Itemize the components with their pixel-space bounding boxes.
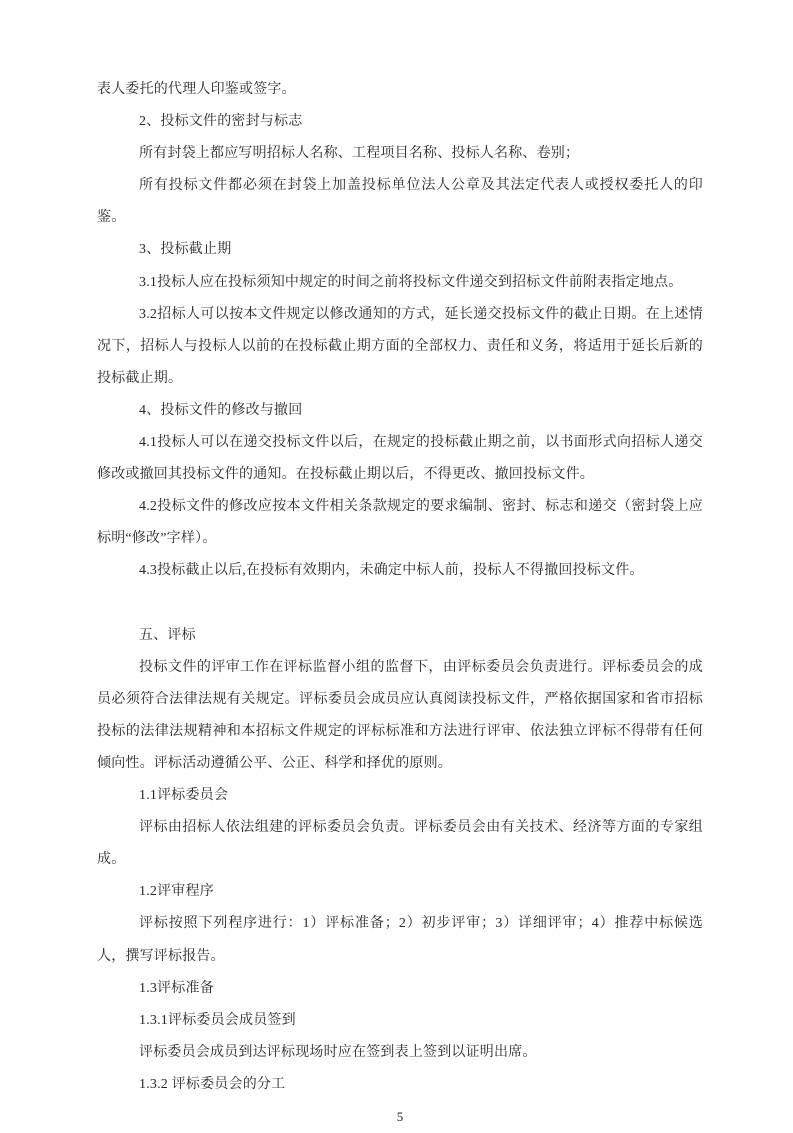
paragraph-body-continuation: 表人委托的代理人印鉴或签字。 bbox=[97, 82, 296, 97]
paragraph-body: 所有投标文件都必须在封袋上加盖投标单位法人公章及其法定代表人或授权委托人的印鉴。 bbox=[97, 178, 703, 226]
paragraph-body: 评标按照下列程序进行：1）评标准备；2）初步评审；3）详细评审；4）推荐中标候选人，撰写评标报告。 bbox=[97, 916, 703, 964]
paragraph-body: 3.2招标人可以按本文件规定以修改通知的方式，延长递交投标文件的截止日期。在上述情况下，招标人与投标人以前的在投标截止期方面的全部权力、责任和义务，将适用于延长后新的投标截止期。 bbox=[97, 306, 703, 386]
paragraph-body: 投标文件的评审工作在评标监督小组的监督下，由评标委员会负责进行。评标委员会的成员必须符合法律法规有关规定。评标委员会成员应认真阅读投标文件，严格依据国家和省市招标投标的法律法规精神和本招标文件规定的评标标准和方法进行评审、依法独立评标不得带有任何倾向性。评标活动遵循公平、公正、科学和择优的原则。 bbox=[97, 659, 703, 771]
paragraph-body: 3.1投标人应在投标须知中规定的时间之前将投标文件递交到招标文件前附表指定地点。 bbox=[139, 274, 683, 290]
paragraph-clause-heading: 1.3评标准备 bbox=[139, 980, 214, 996]
page-number: 5 bbox=[396, 1109, 404, 1124]
paragraph-body: 4.2投标文件的修改应按本文件相关条款规定的要求编制、密封、标志和递交（密封袋上应标明“修改”字样）。 bbox=[97, 499, 703, 547]
paragraph-body: 评标由招标人依法组建的评标委员会负责。评标委员会由有关技术、经济等方面的专家组成。 bbox=[97, 820, 703, 868]
paragraph-clause-heading: 1.2评审程序 bbox=[139, 884, 214, 900]
paragraph-clause-heading: 1.3.2 评标委员会的分工 bbox=[139, 1076, 286, 1092]
paragraph-body: 4.3投标截止以后,在投标有效期内，未确定中标人前，投标人不得撤回投标文件。 bbox=[139, 563, 644, 579]
paragraph-clause-heading: 3、投标截止期 bbox=[139, 242, 232, 258]
paragraph-clause-heading: 4、投标文件的修改与撤回 bbox=[139, 402, 303, 418]
paragraph-body: 4.1投标人可以在递交投标文件以后，在规定的投标截止期之前，以书面形式向招标人递交修改或撤回其投标文件的通知。在投标截止期以后，不得更改、撤回投标文件。 bbox=[97, 435, 703, 483]
paragraph-clause-heading: 1.3.1评标委员会成员签到 bbox=[139, 1012, 296, 1028]
paragraph-clause-heading: 2、投标文件的密封与标志 bbox=[139, 114, 303, 130]
paragraph-section-heading: 五、评标 bbox=[139, 627, 196, 643]
paragraph-body: 评标委员会成员到达评标现场时应在签到表上签到以证明出席。 bbox=[139, 1044, 537, 1060]
paragraph-clause-heading: 1.1评标委员会 bbox=[139, 788, 229, 804]
paragraph-spacer bbox=[97, 588, 703, 620]
paragraph-body: 所有封袋上都应写明招标人名称、工程项目名称、投标人名称、卷别； bbox=[139, 146, 580, 162]
document-body bbox=[97, 74, 703, 1101]
